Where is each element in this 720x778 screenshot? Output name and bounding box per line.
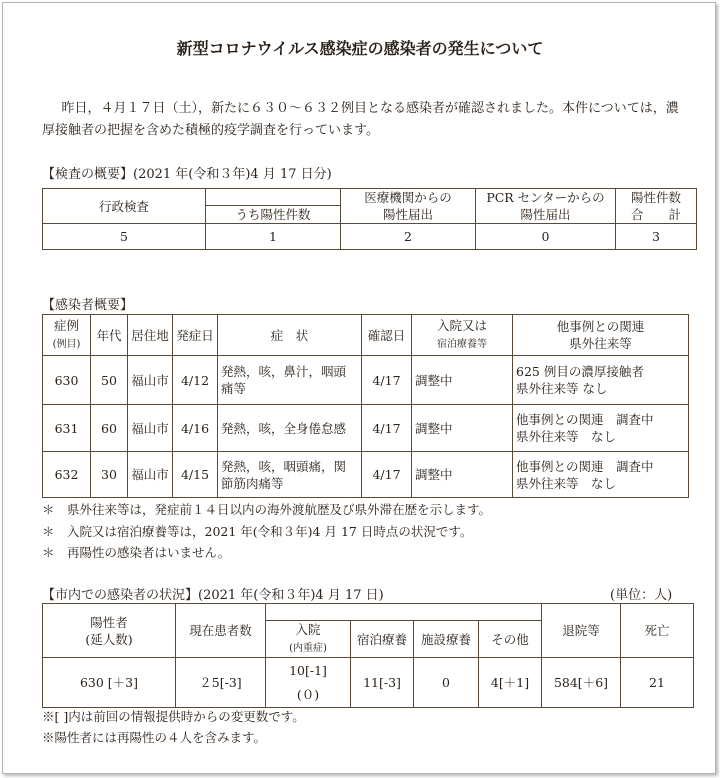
case-status: 調整中: [412, 405, 513, 452]
case-residence: 福山市: [128, 356, 173, 405]
header-pcr: PCR センターからの 陽性届出: [476, 189, 616, 224]
value-hospital: 10[-1] (０): [266, 658, 351, 708]
case-row: [43, 452, 689, 498]
case-onset: 4/15: [173, 452, 218, 498]
value-deaths: 21: [621, 658, 694, 708]
header-total: 陽性件数 合 計: [616, 189, 697, 224]
case-no: 632: [43, 452, 91, 498]
case-age: 50: [91, 356, 128, 405]
status-note: ※[ ]内は前回の情報提供時からの変更数です。: [42, 709, 305, 724]
cases-note: ＊ 再陽性の感染者はいません。: [42, 545, 231, 560]
header-current: 現在患者数: [176, 604, 266, 658]
case-onset: 4/12: [173, 356, 218, 405]
case-symptoms: 発熱，咳，全身倦怠感: [218, 405, 362, 452]
status-note: ※陽性者には再陽性の４人を含みます。: [42, 730, 267, 745]
cases-note: ＊ 県外往来等は，発症前１４日以内の海外渡航歴及び県外滞在歴を示します。: [42, 502, 492, 517]
header-residence: 居住地: [128, 315, 173, 356]
case-age: 30: [91, 452, 128, 498]
value-total: 3: [616, 224, 697, 250]
value-pcr: 0: [476, 224, 616, 250]
case-residence: 福山市: [128, 405, 173, 452]
testing-label: 【検査の概要】(2021 年(令和３年)4 月 17 日分): [42, 167, 332, 182]
case-relation: 他事例との関連 調査中 県外往来等 なし: [513, 452, 689, 498]
case-symptoms: 発熱，咳，鼻汁，咽頭痛等: [218, 356, 362, 405]
header-facility: 施設療養: [414, 621, 479, 658]
case-confirmed: 4/17: [362, 405, 412, 452]
value-positive-total: 630 [＋3]: [43, 658, 176, 708]
value-current: ２5[-3]: [176, 658, 266, 708]
header-positive: うち陽性件数: [206, 206, 341, 224]
header-positive-total: 陽性者 (延人数): [43, 604, 176, 658]
header-case: 症例 (例目): [43, 315, 91, 356]
header-confirmed: 確認日: [362, 315, 412, 356]
cases-note: ＊ 入院又は宿泊療養等は，2021 年(令和３年)4 月 17 日時点の状況です。: [42, 524, 473, 539]
case-no: 630: [43, 356, 91, 405]
case-confirmed: 4/17: [362, 356, 412, 405]
case-onset: 4/16: [173, 405, 218, 452]
case-symptoms: 発熱，咳，咽頭痛，関節筋肉痛等: [218, 452, 362, 498]
cases-label: 【感染者概要】: [42, 298, 134, 313]
header-onset: 発症日: [173, 315, 218, 356]
unit-label: (単位：人): [610, 588, 673, 603]
case-relation: 625 例目の濃厚接触者 県外往来等 なし: [513, 356, 689, 405]
case-no: 631: [43, 405, 91, 452]
header-status: 入院又は 宿泊療養等: [412, 315, 513, 356]
case-relation: 他事例との関連 調査中 県外往来等 なし: [513, 405, 689, 452]
value-medical: 2: [341, 224, 476, 250]
header-relation: 他事例との関連 県外往来等: [513, 315, 689, 356]
header-hotel: 宿泊療養: [351, 621, 414, 658]
value-positive: 1: [206, 224, 341, 250]
case-age: 60: [91, 405, 128, 452]
status-label: 【市内での感染者の状況】(2021 年(令和３年)4 月 17 日): [42, 588, 384, 603]
intro-paragraph: 昨日，４月１７日（土），新たに６３０～６３２例目となる感染者が確認されました。本件については，濃厚接触者の把握を含めた積極的疫学調査を行っています。: [42, 101, 679, 138]
case-row: [43, 356, 689, 405]
case-status: 調整中: [412, 452, 513, 498]
case-residence: 福山市: [128, 452, 173, 498]
value-admin-test: 5: [43, 224, 206, 250]
testing-table: [42, 188, 697, 250]
header-symptoms: 症 状: [218, 315, 362, 356]
value-discharged: 584[＋6]: [542, 658, 621, 708]
header-deaths: 死亡: [621, 604, 694, 658]
cases-table: [42, 314, 689, 498]
header-age: 年代: [91, 315, 128, 356]
header-discharged: 退院等: [542, 604, 621, 658]
case-row: [43, 405, 689, 452]
page-title: 新型コロナウイルス感染症の感染者の発生について: [176, 39, 544, 58]
header-hospital: 入院 (内重症): [266, 621, 351, 658]
header-other: その他: [479, 621, 542, 658]
value-hotel: 11[-3]: [351, 658, 414, 708]
header-admin-test: 行政検査: [43, 189, 206, 224]
case-confirmed: 4/17: [362, 452, 412, 498]
header-medical: 医療機関からの 陽性届出: [341, 189, 476, 224]
status-table: [42, 603, 694, 708]
value-other: 4[＋1]: [479, 658, 542, 708]
value-facility: 0: [414, 658, 479, 708]
case-status: 調整中: [412, 356, 513, 405]
